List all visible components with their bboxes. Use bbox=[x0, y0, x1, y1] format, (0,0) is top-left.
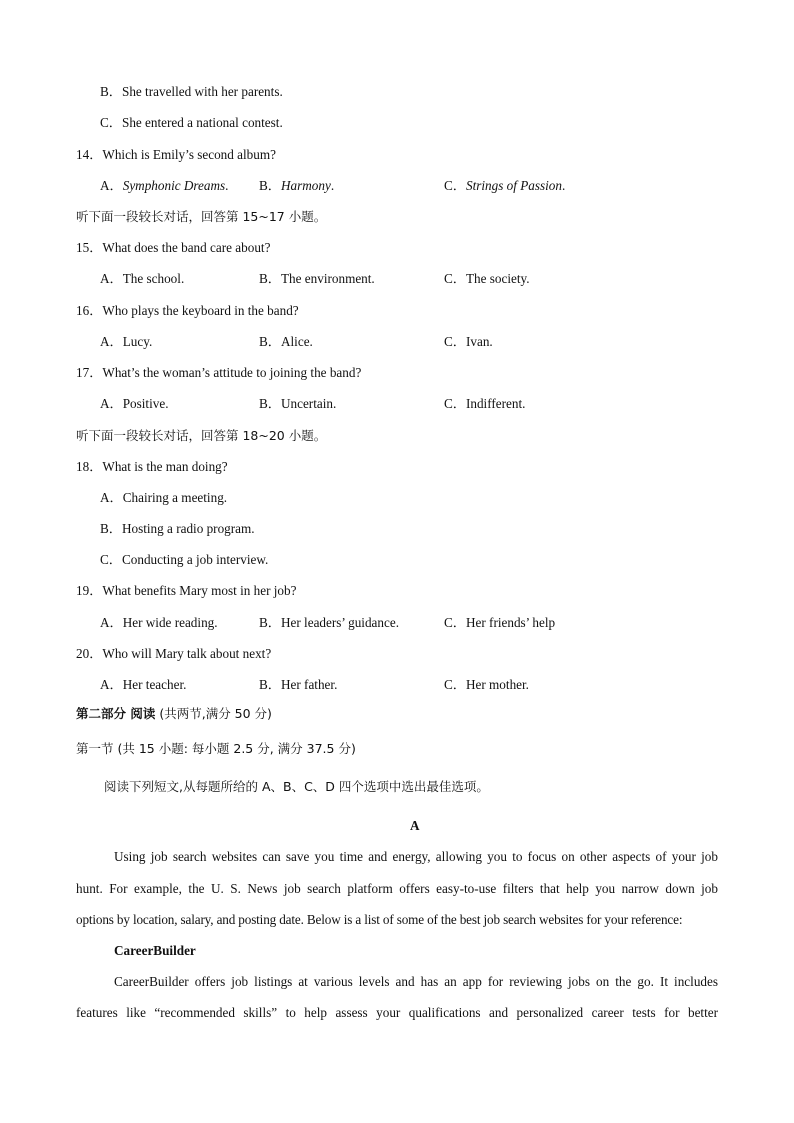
question-19: 19．What benefits Mary most in her job? bbox=[76, 583, 297, 598]
option-18a: A．Chairing a meeting. bbox=[100, 490, 228, 505]
passage-para1-line2: hunt. For example, the U. S. News job search platform offers easy-to-use filters that help you narrow down job bbox=[76, 881, 718, 896]
option-16b: B．Alice. bbox=[259, 334, 313, 349]
option-17b: B．Uncertain. bbox=[259, 396, 337, 411]
option-14c bbox=[444, 177, 565, 195]
passage-label: A bbox=[410, 818, 420, 833]
question-18: 18．What is the man doing? bbox=[76, 459, 228, 474]
option-13b: B．She travelled with her parents. bbox=[100, 84, 283, 99]
option-14a bbox=[100, 177, 228, 195]
part-two-title: 第二部分 阅读 bbox=[76, 706, 156, 721]
option-suffix: . bbox=[330, 178, 335, 193]
option-prefix: C． bbox=[444, 178, 466, 193]
part-two-note: (共两节,满分 50 分) bbox=[159, 706, 272, 721]
option-13c: C．She entered a national contest. bbox=[100, 115, 283, 130]
question-20: 20．Who will Mary talk about next? bbox=[76, 646, 272, 661]
question-14: 14．Which is Emily’s second album? bbox=[76, 147, 276, 162]
passage-para1-line3: options by location, salary, and posting date. Below is a list of some of the best job search websites for your reference: bbox=[76, 912, 683, 927]
option-suffix: . bbox=[225, 178, 229, 193]
album-title: Strings of Passion bbox=[465, 178, 562, 193]
question-15: 15．What does the band care about? bbox=[76, 240, 271, 255]
option-20c: C．Her mother. bbox=[444, 677, 529, 692]
question-17: 17．What’s the woman’s attitude to joining the band? bbox=[76, 365, 362, 380]
passage-para2-line2: features like “recommended skills” to help assess your qualifications and personalized career tests for better bbox=[76, 1005, 718, 1020]
option-19a: A．Her wide reading. bbox=[100, 615, 218, 630]
option-18b: B．Hosting a radio program. bbox=[100, 521, 255, 536]
option-17a: A．Positive. bbox=[100, 396, 169, 411]
passage-heading: CareerBuilder bbox=[114, 943, 196, 958]
option-prefix: B． bbox=[259, 178, 281, 193]
option-16c: C．Ivan. bbox=[444, 334, 493, 349]
part-two-heading bbox=[76, 705, 272, 723]
option-20b: B．Her father. bbox=[259, 677, 338, 692]
option-15b: B．The environment. bbox=[259, 271, 375, 286]
option-20a: A．Her teacher. bbox=[100, 677, 187, 692]
option-15a: A．The school. bbox=[100, 271, 185, 286]
option-14b bbox=[259, 177, 334, 195]
passage-para1-line1: Using job search websites can save you time and energy, allowing you to focus on other aspects of your job bbox=[114, 849, 718, 864]
option-17c: C．Indifferent. bbox=[444, 396, 526, 411]
album-title: Symphonic Dreams bbox=[122, 178, 226, 193]
option-16a: A．Lucy. bbox=[100, 334, 153, 349]
instruction-15-17: 听下面一段较长对话，回答第 15~17 小题。 bbox=[76, 209, 327, 224]
passage-para2-line1: CareerBuilder offers job listings at various levels and has an app for reviewing jobs on the go. It includes bbox=[114, 974, 718, 989]
option-prefix: A． bbox=[100, 178, 123, 193]
option-19b: B．Her leaders’ guidance. bbox=[259, 615, 399, 630]
instruction-18-20: 听下面一段较长对话，回答第 18~20 小题。 bbox=[76, 428, 327, 443]
option-suffix: . bbox=[561, 178, 566, 193]
section-one-heading: 第一节 (共 15 小题: 每小题 2.5 分, 满分 37.5 分) bbox=[76, 741, 356, 756]
album-title: Harmony bbox=[280, 178, 331, 193]
option-19c: C．Her friends’ help bbox=[444, 615, 556, 630]
option-15c: C．The society. bbox=[444, 271, 530, 286]
option-18c: C．Conducting a job interview. bbox=[100, 552, 269, 567]
reading-instruction: 阅读下列短文,从每题所给的 A、B、C、D 四个选项中选出最佳选项。 bbox=[104, 779, 489, 794]
question-16: 16．Who plays the keyboard in the band? bbox=[76, 303, 299, 318]
